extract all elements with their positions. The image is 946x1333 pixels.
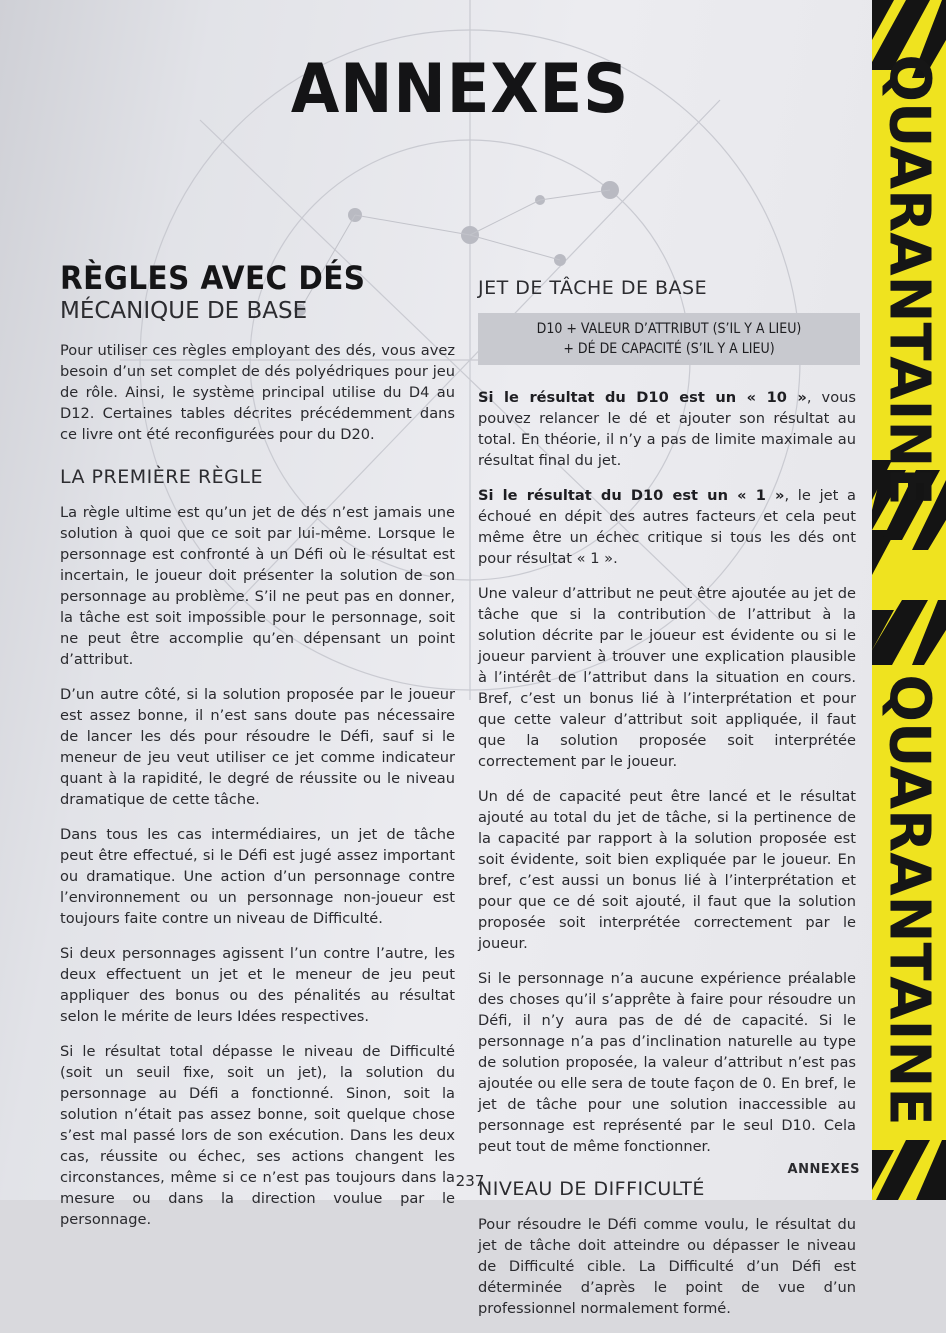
paragraph: La règle ultime est qu’un jet de dés n’est jamais une solution à quoi que ce soit par lui-même. Lorsque le personnage est confronté à un Défi où le résultat est incertain, le joueur doit présenter la solution de son personnage au problème. S’il ne peut pas en donner, la tâche est soit impossible pour le personnage, soit ne peut être accomplie qu’en dépensant un point d’attribut. bbox=[60, 504, 455, 668]
formula-box bbox=[478, 313, 860, 365]
bold-lead: Si le résultat du D10 est un « 1 » bbox=[478, 487, 785, 504]
bold-lead: Si le résultat du D10 est un « 10 » bbox=[478, 389, 807, 406]
footer-section-label: ANNEXES bbox=[787, 1162, 860, 1177]
formula-line: + DÉ DE CAPACITÉ (S’IL Y A LIEU) bbox=[563, 341, 775, 357]
main-heading: RÈGLES AVEC DÉS bbox=[60, 259, 366, 297]
formula-line: D10 + VALEUR D’ATTRIBUT (S’IL Y A LIEU) bbox=[536, 321, 802, 337]
paragraph: Si le résultat total dépasse le niveau de Difficulté (soit un seuil fixe, soit un jet), la solution du personnage au Défi a fonctionné. Sinon, soit la solution n’était pas assez bonne, soit quelque chose s’est mal passé lors de son exécution. Dans les deux cas, réussite ou échec, ses actions changent les circonstances, même si ce n’est pas toujours dans la mesure ou dans la direction voulue par le personnage. bbox=[60, 1043, 455, 1228]
paragraph: Si deux personnages agissent l’un contre l’autre, les deux effectuent un jet et le meneur de jeu peut appliquer des bonus ou des pénalités au résultat selon le mérite de leurs Idées respectives. bbox=[60, 945, 455, 1025]
quarantine-tape bbox=[872, 0, 946, 1200]
section-title-difficulty: NIVEAU DE DIFFICULTÉ bbox=[478, 1178, 705, 1200]
paragraph bbox=[478, 387, 856, 471]
tape-label-text: QUARANTAINE bbox=[876, 54, 942, 506]
page-number: 237 bbox=[455, 1172, 485, 1190]
tape-label-text: QUARANTAINE bbox=[876, 674, 942, 1126]
section-title-first-rule: LA PREMIÈRE RÈGLE bbox=[60, 466, 263, 488]
paragraph-text: , vous pouvez relancer le dé et ajouter son résultat au total. En théorie, il n’y a pas de limite maximale au résultat final du jet. bbox=[478, 389, 856, 469]
intro-paragraph: Pour utiliser ces règles employant des dés, vous avez besoin d’un set complet de dés polyédriques pour jeu de rôle. Ainsi, le système principal utilise du D4 au D12. Certaines tables décrites précédemment dans ce livre ont été reconfigurées pour du D20. bbox=[60, 342, 455, 443]
paragraph: Dans tous les cas intermédiaires, un jet de tâche peut être effectué, si le Défi est jugé assez important ou dramatique. Une action d’un personnage contre l’environnement ou un personnage non-joueur est toujours faite contre un niveau de Difficulté. bbox=[60, 826, 455, 927]
paragraph-text: , le jet a échoué en dépit des autres facteurs et cela peut même être un échec critique si tous les dés ont pour résultat « 1 ». bbox=[478, 487, 856, 567]
paragraph: Une valeur d’attribut ne peut être ajoutée au jet de tâche que si la contribution de l’attribut à la solution décrite par le joueur est évidente ou si le joueur parvient à trouver une explication plausible à l’intérêt de l’attribut dans la situation en cours. Bref, c’est un bonus lié à l’interprétation et pour que cette valeur d’attribut soit appliquée, il faut que la solution proposée soit interprétée correctement par le joueur. bbox=[478, 585, 856, 770]
paragraph: Pour résoudre le Défi comme voulu, le résultat du jet de tâche doit atteindre ou dépasser le niveau de Difficulté cible. La Difficulté d’un Défi est déterminée d’après le point de vue d’un professionnel normalement formé. bbox=[478, 1216, 856, 1317]
paragraph: Si le personnage n’a aucune expérience préalable des choses qu’il s’apprête à faire pour résoudre un Défi, il n’y aura pas de dé de capacité. Si le personnage n’a pas d’inclination naturelle au type de solution proposée, la valeur d’attribut n’est pas ajoutée ou elle sera de toute façon de 0. En bref, le jet de tâche pour une solution inaccessible au personnage est représenté par le seul D10. Cela peut tout de même fonctionner. bbox=[478, 970, 856, 1155]
paragraph: D’un autre côté, si la solution proposée par le joueur est assez bonne, il n’est sans doute pas nécessaire de lancer les dés pour résoudre le Défi, sauf si le meneur de jeu veut utiliser ce jet comme indicateur quant à la rapidité, le degré de réussite ou le niveau dramatique de cette tâche. bbox=[60, 686, 455, 808]
paragraph bbox=[478, 485, 856, 569]
subheading: MÉCANIQUE DE BASE bbox=[60, 298, 308, 324]
page-title: ANNEXES bbox=[290, 50, 630, 129]
left-column bbox=[60, 259, 455, 1244]
paragraph: Un dé de capacité peut être lancé et le résultat ajouté au total du jet de tâche, si la pertinence de la capacité par rapport à la solution proposée est soit évidente, soit bien expliquée par le joueur. En bref, c’est aussi un bonus lié à l’interprétation et pour que ce dé soit ajouté, il faut que la solution proposée soit interprétée correctement par le joueur. bbox=[478, 788, 856, 952]
section-title-task-roll: JET DE TÂCHE DE BASE bbox=[478, 277, 708, 299]
